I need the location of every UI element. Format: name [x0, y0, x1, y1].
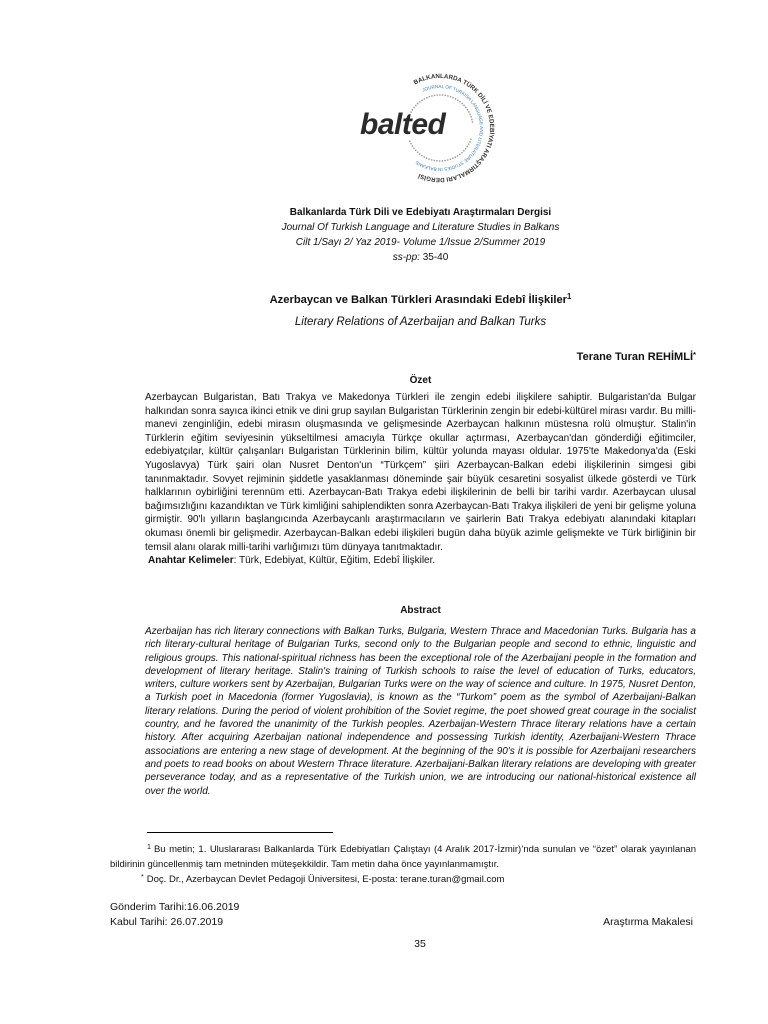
ozet-text: Azerbaycan Bulgaristan, Batı Trakya ve Makedonya Türkleri ile zengin edebi ilişkilere sahiptir. Bulgaristan'da Bulgar halkından sonra sayıca ikinci etnik ve dini grup sayılan Bulgaristan Türklerinin zengin bir edebi-kültürel mirası vardır. Bu milli-manevi zenginliğin, edebi mirasın oluşmasında ve gelişmesinde Azerbaycan halkının müstesna rolü olmuştur. Stalin'in Türklerin eğitim seviyesinin yükseltilmesi amacıyla Türkçe okullar açtırması, Azerbaycan'dan gönderdiği eğitimciler, edebiyatçılar, kültür çalışanları Bulgaristan Türklerinin bilim, kültür yolunda mayası oldular. 1975'te Makedonya'da (Eski Yugoslavya) Türk şairi olan Nusret Denton'un “Türkçem” şiiri Azerbaycan-Balkan edebi ilişkilerinin simgesi gibi tanınmaktadır. Sovyet rejiminin şiddetle yasaklanması döneminde şair büyük cesaretini sosyalist ülkede gösterdi ve Türk halklarının oybirliğini terennüm etti. Azerbaycan-Batı Trakya edebi ilişkilerinin de belli bir tarihi vardır. Azerbaycan ulusal bağımsızlığını kazandıktan ve Türk kimliğini sahiplendikten sonra Azerbaycan-Batı Trakya ilişkileri de yeni bir gelişme yoluna girmiştir. 90'lı yılların başlangıcında Azerbaycanlı araştırmacıların ve şairlerin Batı Trakya edebiyatı alanındaki kitapları okuması önemli bir gelişmedir. Azerbaycan-Balkan edebi ilişkileri bugün daha büyük azimle gelişmekte ve Türk birliğinin bir temsil alanı olarak milli-tarihi varlığımızı tüm dünyaya tanıtmaktadır. [145, 392, 696, 553]
page-range: 35-40 [422, 252, 449, 263]
journal-name-tr: Balkanlarda Türk Dili ve Edebiyatı Araştırmaları Dergisi [289, 207, 552, 218]
title-block [145, 289, 696, 333]
acceptance-date: Kabul Tarihi: 26.07.2019 [110, 916, 224, 928]
journal-issue: Cilt 1/Sayı 2/ Yaz 2019- Volume 1/Issue 2/Summer 2019 [295, 237, 546, 248]
submission-date: Gönderim Tarihi:16.06.2019 [110, 901, 240, 913]
footnote [110, 842, 696, 872]
page-range-label: ss-pp: [392, 252, 420, 263]
article-title-en: Literary Relations of Azerbaijan and Balkan Turks [294, 316, 547, 328]
footnotes [110, 842, 696, 887]
ozet-section [145, 391, 696, 568]
article-title-text: Azerbaycan ve Balkan Türkleri Arasındaki Edebî İlişkiler [269, 294, 568, 306]
logo-wordmark: balted [360, 108, 446, 141]
journal-name-en: Journal Of Turkish Language and Literature Studies in Balkans [281, 222, 560, 233]
abstract-heading: Abstract [400, 605, 441, 616]
footnote [110, 872, 696, 887]
logo-ring-outer-text: BALKANLARDA TÜRK DİLİ VE EDEBİYATI ARAŞTIRMALARI DERGİSİ [412, 72, 496, 184]
page-number: 35 [414, 938, 426, 950]
keywords-label: Anahtar Kelimeler [148, 555, 234, 567]
abstract-text: Azerbaijan has rich literary connections with Balkan Turks, Bulgaria, Western Thrace and Macedonian Turks. Bulgaria has a rich literary-cultural heritage of Bulgarian Turks, second only to the Bulgarian people and second to ethnic, linguistic and religious groups. This national-spiritual richness has been the exceptional role of the Azerbaijani people in the formation and development of literary heritage. Stalin's training of Turkish schools to raise the level of education of Turks, educators, writers, culture workers sent by Azerbaijan, Bulgarian Turks were on the way of science and culture. In 1975, Nusret Denton, a Turkish poet in Macedonia (former Yugoslavia), is known as the “Turkom” poem as the symbol of Azerbaijani-Balkan literary relations. During the period of violent prohibition of the Soviet regime, the poet showed great courage in the socialist country, and he favored the unanimity of the Turkish peoples. Azerbaijan-Western Thrace literary relations have a certain history. After acquiring Azerbaijan national independence and possessing Turkish identity, Azerbaijani-Western Thrace associations are entering a new stage of development. At the beginning of the 90's it is possible for Azerbaijani researchers and poets to read books on about Western Thrace literature. Azerbaijani-Balkan literary relations are developing with greater perseverance today, and as a representative of the Turkish union, we are introducing our national-historical existence all over the world. [145, 626, 696, 797]
footnote-text: Doç. Dr., Azerbaycan Devlet Pedagoji Üniversitesi, E-posta: terane.turan@gmail.com [146, 874, 505, 885]
article-type: Araştırma Makalesi [603, 916, 693, 928]
author [145, 349, 696, 365]
keywords-line [145, 554, 696, 568]
footnote-text: Bu metin; 1. Uluslararası Balkanlarda Türk Edebiyatları Çalıştayı (4 Aralık 2017-İzmir)’nda sunulan ve “özet” olarak yayınlanan bildirinin güncellenmiş tam metninden müteşekkildir. Tam metin daha önce yayınlanmamıştır. [110, 844, 696, 870]
footnote-mark: 1 [147, 842, 151, 851]
journal-header [145, 205, 696, 265]
journal-logo [350, 70, 510, 195]
keywords-list: : Türk, Edebiyat, Kültür, Eğitim, Edebî İlişkiler. [233, 555, 436, 567]
article-title [145, 289, 696, 311]
page-range-line [145, 250, 696, 265]
ozet-heading: Özet [409, 375, 432, 386]
footnote-mark: * [141, 872, 144, 881]
author-name: Terane Turan REHİMLİ [576, 351, 693, 363]
footnote-divider [147, 832, 333, 833]
abstract-section [145, 625, 696, 798]
author-footnote-mark: * [693, 349, 696, 359]
logo-dot-arc-lower [409, 139, 471, 161]
logo-ring-inner-text: JOURNAL OF TURKISH LANGUAGE AND LITERATURE STUDIES IN BALKANS [414, 84, 485, 173]
title-footnote-mark: 1 [567, 292, 572, 302]
